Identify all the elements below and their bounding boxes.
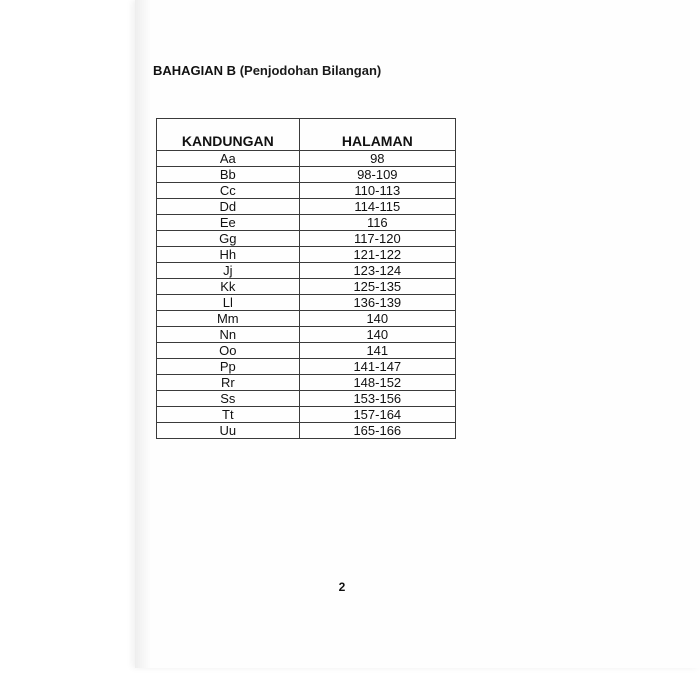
section-heading-title: BAHAGIAN B — [153, 63, 237, 78]
cell-kandungan: Oo — [157, 343, 300, 359]
cell-kandungan: Mm — [157, 311, 300, 327]
cell-kandungan: Bb — [157, 167, 300, 183]
table-row — [157, 407, 456, 423]
cell-halaman: 117-120 — [299, 231, 455, 247]
cell-kandungan: Jj — [157, 263, 300, 279]
cell-kandungan: Uu — [157, 423, 300, 439]
cell-kandungan: Hh — [157, 247, 300, 263]
cell-halaman: 98-109 — [299, 167, 455, 183]
table-row — [157, 327, 456, 343]
cell-kandungan: Dd — [157, 199, 300, 215]
cell-halaman: 140 — [299, 311, 455, 327]
cell-halaman: 141-147 — [299, 359, 455, 375]
cell-halaman: 165-166 — [299, 423, 455, 439]
cell-halaman: 116 — [299, 215, 455, 231]
cell-halaman: 157-164 — [299, 407, 455, 423]
table-row — [157, 247, 456, 263]
table-row — [157, 343, 456, 359]
cell-kandungan: Ss — [157, 391, 300, 407]
cell-halaman: 125-135 — [299, 279, 455, 295]
table-row — [157, 183, 456, 199]
table-row — [157, 279, 456, 295]
cell-kandungan: Ee — [157, 215, 300, 231]
cell-halaman: 136-139 — [299, 295, 455, 311]
cell-halaman: 114-115 — [299, 199, 455, 215]
cell-kandungan: Tt — [157, 407, 300, 423]
table-header-row — [157, 119, 456, 151]
cell-kandungan: Ll — [157, 295, 300, 311]
column-header-kandungan: KANDUNGAN — [157, 119, 300, 151]
table-row — [157, 167, 456, 183]
cell-kandungan: Nn — [157, 327, 300, 343]
cell-kandungan: Cc — [157, 183, 300, 199]
page-number: 2 — [338, 580, 346, 594]
cell-halaman: 98 — [299, 151, 455, 167]
column-header-halaman: HALAMAN — [299, 119, 455, 151]
table-row — [157, 359, 456, 375]
cell-halaman: 141 — [299, 343, 455, 359]
cell-halaman: 153-156 — [299, 391, 455, 407]
table-body — [157, 151, 456, 439]
section-heading-subtitle: (Penjodohan Bilangan) — [239, 63, 382, 78]
table-row — [157, 215, 456, 231]
cell-kandungan: Aa — [157, 151, 300, 167]
table-row — [157, 199, 456, 215]
cell-halaman: 123-124 — [299, 263, 455, 279]
table-row — [157, 263, 456, 279]
table-row — [157, 231, 456, 247]
table-row — [157, 295, 456, 311]
cell-halaman: 140 — [299, 327, 455, 343]
page-edge-shadow — [135, 0, 151, 668]
cell-kandungan: Kk — [157, 279, 300, 295]
table-row — [157, 375, 456, 391]
cell-halaman: 110-113 — [299, 183, 455, 199]
cell-kandungan: Pp — [157, 359, 300, 375]
cell-halaman: 121-122 — [299, 247, 455, 263]
contents-table — [156, 118, 456, 439]
cell-kandungan: Rr — [157, 375, 300, 391]
table-row — [157, 311, 456, 327]
table-row — [157, 151, 456, 167]
section-heading — [153, 63, 381, 78]
cell-kandungan: Gg — [157, 231, 300, 247]
cell-halaman: 148-152 — [299, 375, 455, 391]
table-row — [157, 423, 456, 439]
table-row — [157, 391, 456, 407]
